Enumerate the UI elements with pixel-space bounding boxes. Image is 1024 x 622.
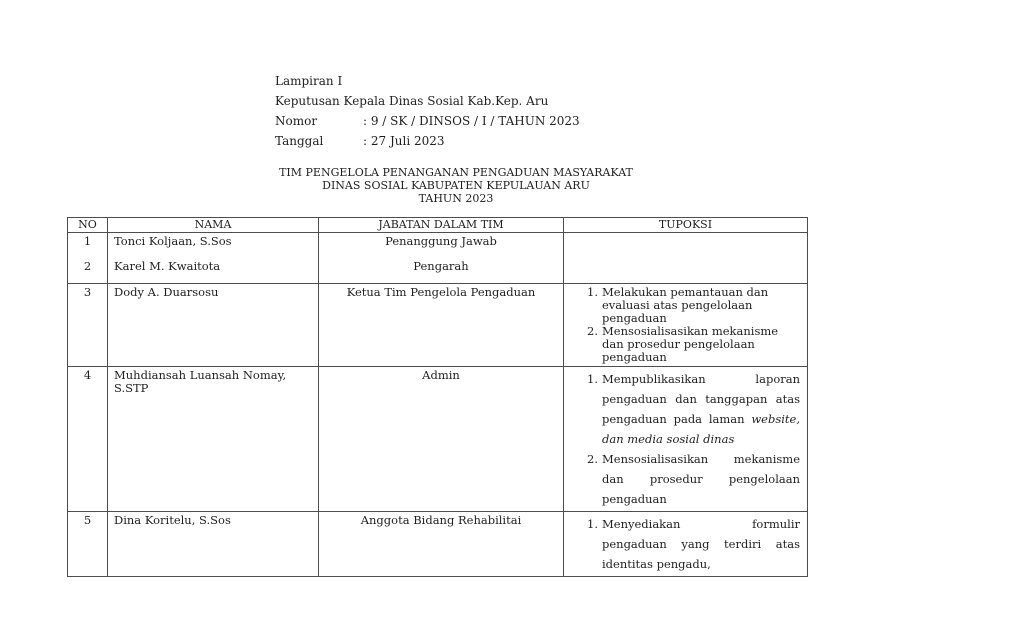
tanggal-label: Tanggal (275, 134, 324, 148)
tupoksi-item-number: 1. (587, 372, 598, 386)
tupoksi-item-text-italic: website, dan media sosial dinas (602, 412, 800, 446)
column-header-no: NO (68, 218, 108, 233)
document-title (216, 166, 696, 205)
title-line-2: DINAS SOSIAL KABUPATEN KEPULAUAN ARU (322, 179, 590, 192)
tupoksi-item (587, 449, 800, 509)
tupoksi-item-number: 2. (587, 324, 598, 338)
tupoksi-list (587, 369, 800, 509)
tupoksi-item-text-normal: Mempublikasikan laporan pengaduan dan tanggapan atas pengaduan pada laman (602, 372, 800, 426)
tupoksi-list (587, 514, 800, 574)
row-number: 5 (83, 513, 92, 527)
jabatan-cell (319, 233, 564, 284)
member-role: Admin (422, 368, 460, 382)
nama-cell (108, 284, 319, 367)
tupoksi-item (587, 514, 800, 574)
column-header-nama: NAMA (108, 218, 319, 233)
row-number: 3 (83, 285, 92, 299)
jabatan-cell (319, 512, 564, 577)
member-name: Karel M. Kwaitota (114, 259, 221, 273)
table-row-1-2 (68, 233, 808, 284)
no-cell (68, 284, 108, 367)
tupoksi-cell-empty (564, 233, 808, 284)
tupoksi-item-text: Melakukan pemantauan dan evaluasi atas pengelolaan pengaduan (602, 285, 769, 325)
column-header-jabatan: JABATAN DALAM TIM (319, 218, 564, 233)
nama-cell (108, 367, 319, 512)
member-name: Dina Koritelu, S.Sos (114, 513, 231, 527)
tanggal-line (275, 131, 580, 151)
column-header-tupoksi: TUPOKSI (564, 218, 808, 233)
tupoksi-item (587, 286, 800, 325)
table-header-row (68, 218, 808, 233)
table-row-5 (68, 512, 808, 577)
member-role: Pengarah (413, 259, 469, 273)
tupoksi-list (587, 286, 800, 364)
tupoksi-item-text: Menyediakan formulir pengaduan yang terdiri atas identitas pengadu, (602, 517, 800, 571)
nomor-label: Nomor (275, 114, 318, 128)
keputusan-line: Keputusan Kepala Dinas Sosial Kab.Kep. Aru (275, 94, 549, 108)
tupoksi-cell (564, 512, 808, 577)
tupoksi-item (587, 325, 800, 364)
tupoksi-cell (564, 284, 808, 367)
nama-cell (108, 512, 319, 577)
team-table (67, 217, 808, 577)
tupoksi-item-text: Mensosialisasikan mekanisme dan prosedur pengelolaan pengaduan (602, 324, 779, 364)
title-line-3: TAHUN 2023 (418, 192, 494, 205)
tupoksi-item (587, 369, 800, 449)
nomor-value: : 9 / SK / DINSOS / I / TAHUN 2023 (363, 114, 580, 128)
title-line-1: TIM PENGELOLA PENANGANAN PENGADUAN MASYARAKAT (279, 166, 633, 179)
member-role: Ketua Tim Pengelola Pengaduan (346, 285, 536, 299)
member-role: Penanggung Jawab (385, 234, 497, 248)
nomor-line (275, 111, 580, 131)
no-cell (68, 233, 108, 284)
member-name: Muhdiansah Luansah Nomay, S.STP (114, 368, 287, 395)
tupoksi-item-text (602, 369, 800, 449)
tupoksi-item-number: 2. (587, 452, 598, 466)
member-name: Dody A. Duarsosu (114, 285, 219, 299)
member-role: Anggota Bidang Rehabilitai (360, 513, 522, 527)
lampiran-line: Lampiran I (275, 74, 343, 88)
table-row-4 (68, 367, 808, 512)
row-number: 4 (83, 368, 92, 382)
tupoksi-item-text: Mensosialisasikan mekanisme dan prosedur pengelolaan pengaduan (602, 452, 800, 506)
jabatan-cell (319, 367, 564, 512)
row-number: 2 (83, 259, 92, 273)
table-row-3 (68, 284, 808, 367)
row-number: 1 (83, 234, 92, 248)
member-name: Tonci Koljaan, S.Sos (114, 234, 232, 248)
no-cell (68, 367, 108, 512)
letter-reference-block (275, 71, 580, 151)
tupoksi-item-number: 1. (587, 285, 598, 299)
tupoksi-item-number: 1. (587, 517, 598, 531)
tanggal-value: : 27 Juli 2023 (363, 134, 445, 148)
jabatan-cell (319, 284, 564, 367)
nama-cell (108, 233, 319, 284)
no-cell (68, 512, 108, 577)
tupoksi-cell (564, 367, 808, 512)
